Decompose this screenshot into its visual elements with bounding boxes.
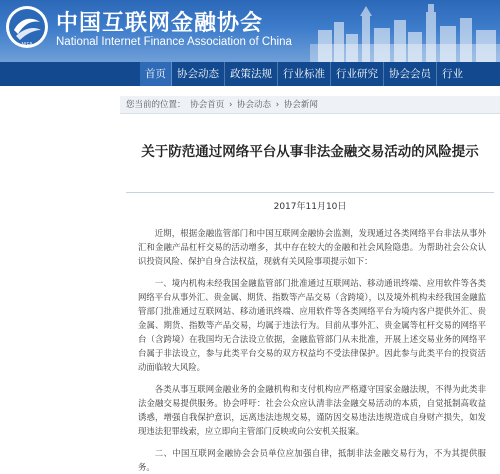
breadcrumb-link-current[interactable]: 协会新闻: [283, 100, 318, 110]
article-paragraph: 近期，根据金融监管部门和中国互联网金融协会监测，发现通过各类网络平台非法从事外汇和金融产品杠杆交易的活动增多，其中存在较大的金融和社会风险隐患。为帮助社会公众认识投资风险、保护自身合法权益，现就有关风险事项提示如下：: [138, 228, 486, 266]
breadcrumb-separator: ›: [228, 100, 233, 110]
breadcrumb-link-news[interactable]: 协会动态: [237, 100, 272, 110]
article-container: [120, 96, 500, 472]
site-title-en: National Internet Finance Association of China: [56, 36, 292, 48]
article-paragraph: 二、中国互联网金融协会会员单位应加强自律，抵制非法金融交易行为，不为其提供服务。: [138, 448, 486, 472]
nav-item-standards[interactable]: 行业标准: [278, 62, 331, 86]
breadcrumb-separator: ›: [275, 100, 280, 110]
breadcrumb-link-home[interactable]: 协会首页: [190, 100, 225, 110]
skyline-illustration: [310, 0, 500, 62]
site-header-banner: [0, 0, 500, 62]
article-paragraph: 各类从事互联网金融业务的金融机构和支付机构应严格遵守国家金融法规，不得为此类非法金融交易提供服务。协会呼吁：社会公众应认清非法金融交易活动的本质，自觉抵制高收益诱惑，增强自我保护意识，远离违法违规交易，谨防因交易违法违规造成自身财产损失，如发现违法犯罪线索，应立即向主管部门反映或向公安机关报案。: [138, 384, 486, 436]
article-title: 关于防范通过网络平台从事非法金融交易活动的风险提示: [141, 144, 479, 160]
nav-item-members[interactable]: 协会会员: [384, 62, 437, 86]
svg-text:NIFA: NIFA: [21, 42, 33, 48]
nifa-logo-icon[interactable]: [4, 4, 50, 50]
nav-item-policies[interactable]: 政策法规: [225, 62, 278, 86]
breadcrumb: [120, 96, 500, 114]
nav-item-association-news[interactable]: 协会动态: [172, 62, 225, 86]
nav-item-home[interactable]: 首页: [140, 62, 172, 86]
nav-item-industry[interactable]: 行业: [442, 68, 463, 80]
article-paragraph: 一、境内机构未经我国金融监管部门批准通过互联网站、移动通讯终端、应用软件等各类网络平台从事外汇、贵金属、期货、指数等产品交易（含跨境），以及境外机构未经我国金融监管部门批准通过互联网站、移动通讯终端、应用软件等各类网络平台为境内客户提供外汇、贵金属、期货、指数等产品交易，均属于违法行为。目前从事外汇、贵金属等杠杆交易的网络平台（含跨境）在我国均无合法设立依据，金融监管部门从未批准，开展上述交易业务的网络平台属于非法设立，参与此类平台交易的双方权益均不受法律保护。因此参与此类平台的投资活动面临较大风险。: [138, 278, 486, 372]
breadcrumb-prefix: 您当前的位置：: [126, 100, 186, 110]
article-body: [120, 226, 500, 474]
title-divider: [126, 192, 494, 193]
nav-item-research[interactable]: 行业研究: [331, 62, 384, 86]
article-date: 2017年11月10日: [273, 202, 347, 212]
site-title-cn: 中国互联网金融协会: [56, 11, 264, 36]
main-navigation: [0, 62, 500, 86]
